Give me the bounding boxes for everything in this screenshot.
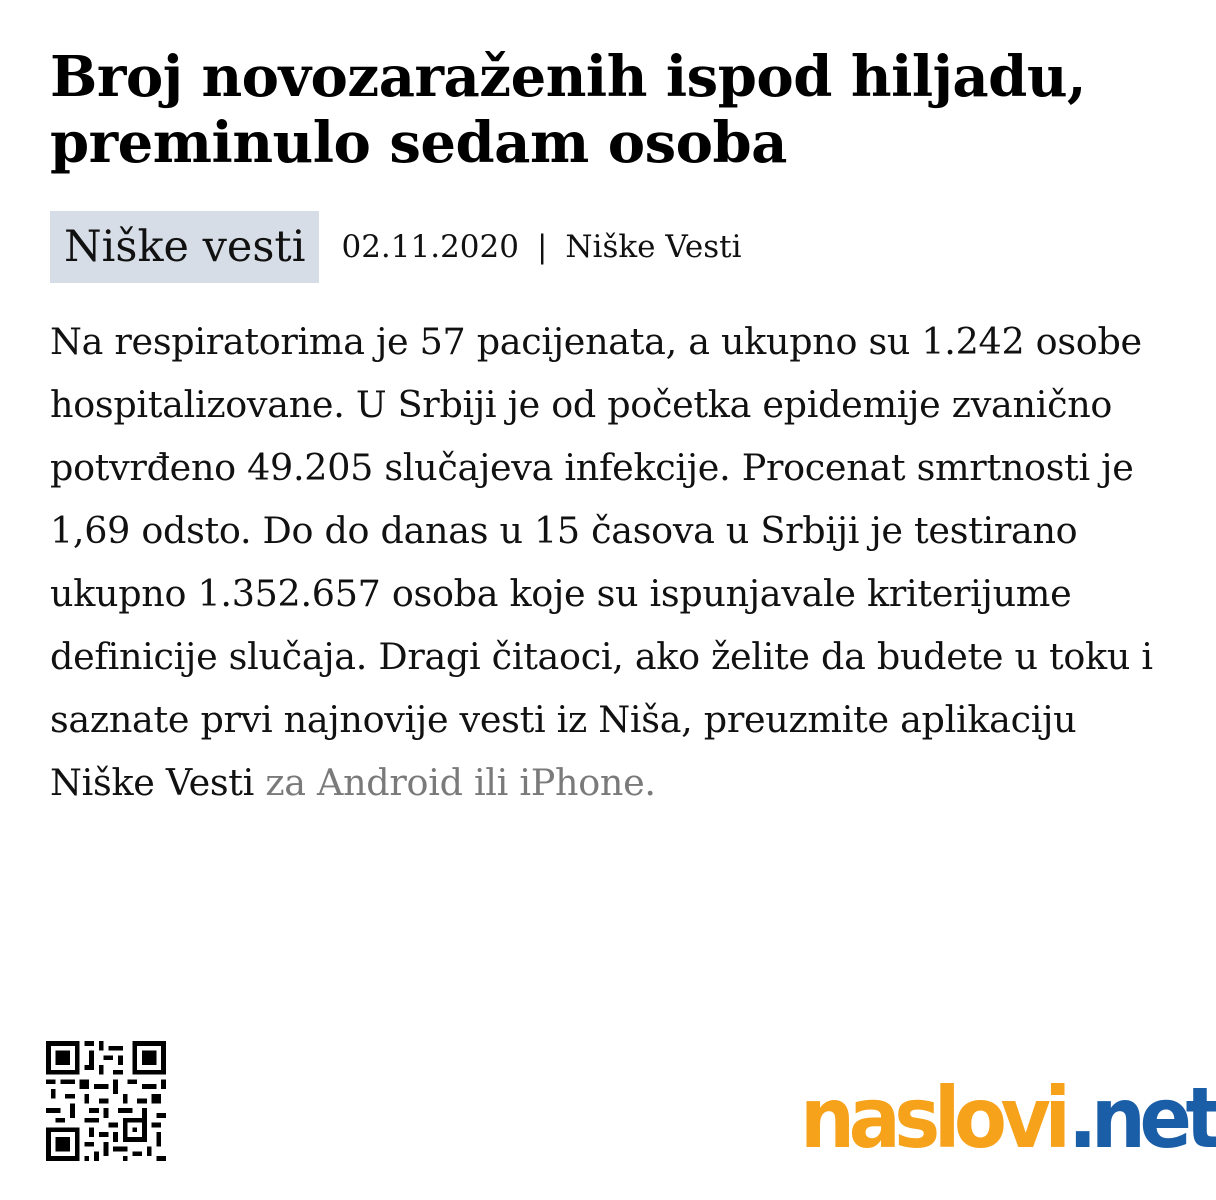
- article-date: 02.11.2020: [341, 229, 519, 265]
- article-body-text: Na respiratorima je 57 pacijenata, a ukupno su 1.242 osobe hospitalizovane. U Srbiji je od početka epidemije zvanično potvrđeno 49.205 slučajeva infekcije. Procenat smrtnosti je 1,69 odsto. Do do danas u 15 časova u Srbiji je testirano ukupno 1.352.657 osoba koje su ispunjavale kriterijume definicije slučaja. Dragi čitaoci, ako želite da budete u toku i saznate prvi najnovije vesti iz Niša, preuzmite aplikaciju Niške Vesti: [50, 320, 1153, 804]
- logo-text-naslovi: naslovi: [800, 1069, 1065, 1167]
- article-body: [50, 310, 1170, 814]
- article-source: Niške Vesti: [565, 229, 742, 265]
- naslovi-logo[interactable]: [800, 1069, 1216, 1167]
- meta-separator: |: [536, 229, 548, 265]
- category-badge[interactable]: Niške vesti: [50, 211, 319, 283]
- article-title: Broj novozaraženih ispod hiljadu, preminulo sedam osoba: [50, 44, 1087, 176]
- qr-code-icon: [46, 1038, 166, 1164]
- article-meta: [50, 211, 742, 283]
- meta-info: [341, 229, 741, 265]
- logo-text-net: .net: [1067, 1069, 1216, 1167]
- article-body-faded: za Android ili iPhone.: [254, 761, 656, 804]
